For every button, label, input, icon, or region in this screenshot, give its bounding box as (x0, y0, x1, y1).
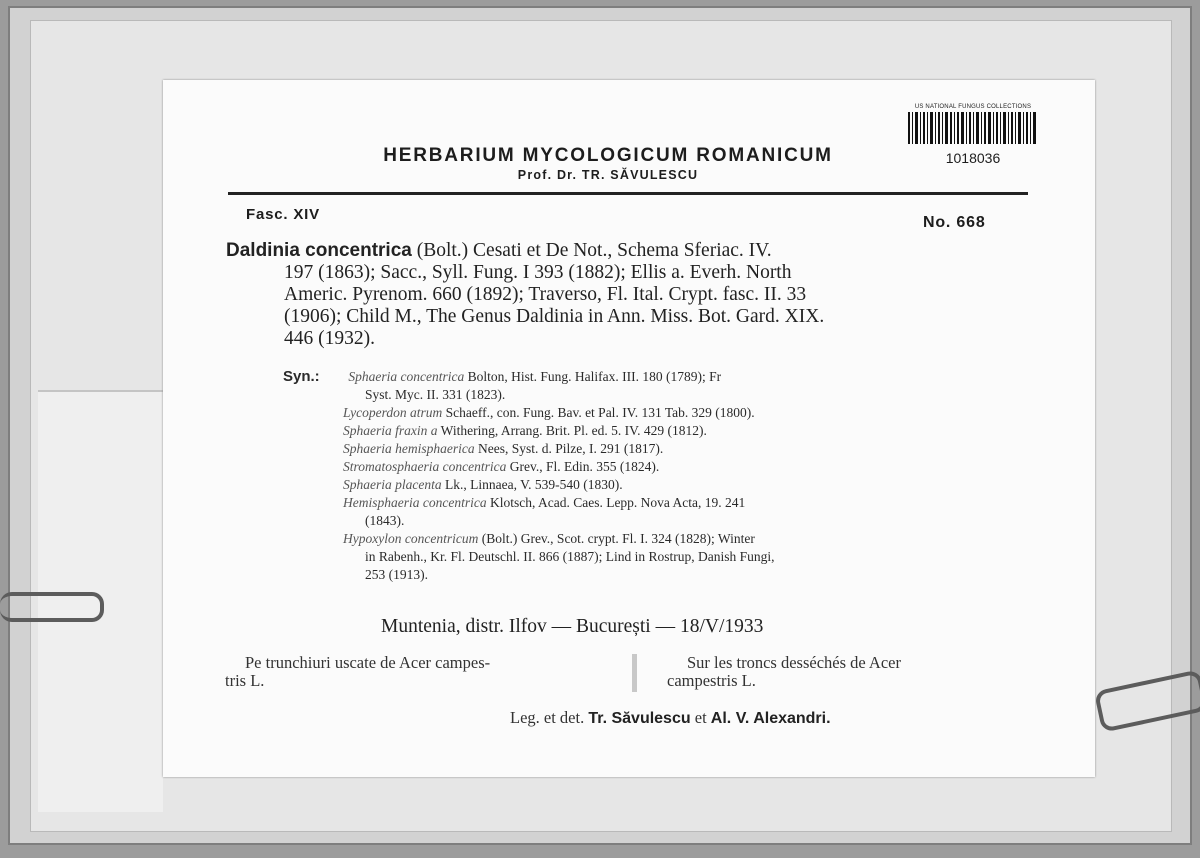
synonym-reference: Lk., Linnaea, V. 539-540 (1830). (444, 477, 623, 492)
collectors-joiner: et (694, 708, 707, 727)
synonym-taxon: Lycoperdon atrum (343, 405, 443, 420)
habitat-french (667, 654, 1057, 690)
collector-name: Tr. Săvulescu (588, 710, 691, 727)
synonym-reference: Grev., Fl. Edin. 355 (1824). (509, 459, 660, 474)
herbarium-title: HERBARIUM MYCOLOGICUM ROMANICUM (383, 145, 833, 166)
citation-line: 446 (1932). (284, 328, 375, 349)
specimen-label (163, 80, 1095, 777)
citation-line: (1906); Child M., The Genus Daldinia in Ann. Miss. Bot. Gard. XIX. (284, 306, 825, 327)
citation-line: Americ. Pyrenom. 660 (1892); Traverso, Fl. Ital. Crypt. fasc. II. 33 (284, 284, 807, 305)
professor-name: Prof. Dr. TR. SĂVULESCU (517, 168, 699, 182)
header-rule (228, 192, 1028, 195)
habitat-romanian (225, 654, 615, 690)
synonym-reference: Nees, Syst. d. Pilze, I. 291 (1817). (477, 441, 664, 456)
species-name: Daldinia concentrica (226, 240, 412, 261)
synonym-reference: Bolton, Hist. Fung. Halifax. III. 180 (1789); Fr (467, 369, 722, 384)
column-divider (632, 654, 637, 692)
collectors-prefix: Leg. et det. (510, 708, 585, 727)
synonym-reference: Withering, Arrang. Brit. Pl. ed. 5. IV. 429 (1812). (440, 423, 707, 438)
species-citation (226, 240, 1038, 350)
citation-line: 197 (1863); Sacc., Syll. Fung. I 393 (1882); Ellis a. Everh. North (284, 262, 792, 283)
synonym-entry (283, 404, 1053, 422)
synonym-label: Syn.: (283, 368, 320, 385)
synonym-entry (283, 494, 1053, 512)
synonym-continuation: in Rabenh., Kr. Fl. Deutschl. II. 866 (1887); Lind in Rostrup, Danish Fungi, (365, 549, 775, 564)
synonym-entry (283, 458, 1053, 476)
collection-locality: Muntenia, distr. Ilfov — București — 18/V/1933 (381, 616, 764, 637)
barcode-number: 1018036 (945, 150, 1001, 166)
synonym-taxon: Hemisphaeria concentrica (343, 495, 487, 510)
paper-clip-icon (0, 592, 104, 622)
synonym-taxon: Stromatosphaeria concentrica (343, 459, 507, 474)
collector-name: Al. V. Alexandri. (710, 710, 831, 727)
synonym-entry (283, 440, 1053, 458)
synonym-taxon: Sphaeria placenta (343, 477, 442, 492)
synonym-taxon: Sphaeria hemisphaerica (343, 441, 475, 456)
habitat-line: Pe trunchiuri uscate de Acer campes- (245, 653, 491, 672)
habitat-line: campestris L. (667, 671, 756, 690)
synonym-reference: Schaeff., con. Fung. Bav. et Pal. IV. 131 Tab. 329 (1800). (445, 405, 755, 420)
synonym-entry (283, 422, 1053, 440)
barcode-icon (908, 112, 1038, 144)
barcode-caption: US NATIONAL FUNGUS COLLECTIONS (914, 104, 1032, 110)
habitat-line: tris L. (225, 671, 265, 690)
fascicle-number: Fasc. XIV (246, 206, 320, 223)
synonym-reference: (Bolt.) Grev., Scot. crypt. Fl. I. 324 (1828); Winter (481, 531, 755, 546)
synonym-continuation: Syst. Myc. II. 331 (1823). (365, 387, 506, 402)
barcode-sticker (903, 104, 1043, 166)
synonym-reference: Klotsch, Acad. Caes. Lepp. Nova Acta, 19. 241 (489, 495, 746, 510)
collectors-line (510, 708, 831, 728)
specimen-number: No. 668 (923, 214, 986, 231)
synonym-taxon: Sphaeria fraxin a (343, 423, 438, 438)
synonym-entry (283, 530, 1053, 548)
habitat-line: Sur les troncs desséchés de Acer (687, 653, 901, 672)
synonym-taxon: Hypoxylon concentricum (343, 531, 479, 546)
synonym-taxon: Sphaeria concentrica (348, 369, 465, 384)
citation-line (226, 240, 1038, 262)
synonym-entry (283, 476, 1053, 494)
synonym-entry (283, 368, 1053, 386)
synonym-list (283, 368, 1053, 584)
citation-text: (Bolt.) Cesati et De Not., Schema Sferiac. IV. (416, 240, 772, 261)
synonym-continuation: 253 (1913). (365, 567, 428, 582)
synonym-continuation: (1843). (365, 513, 405, 528)
